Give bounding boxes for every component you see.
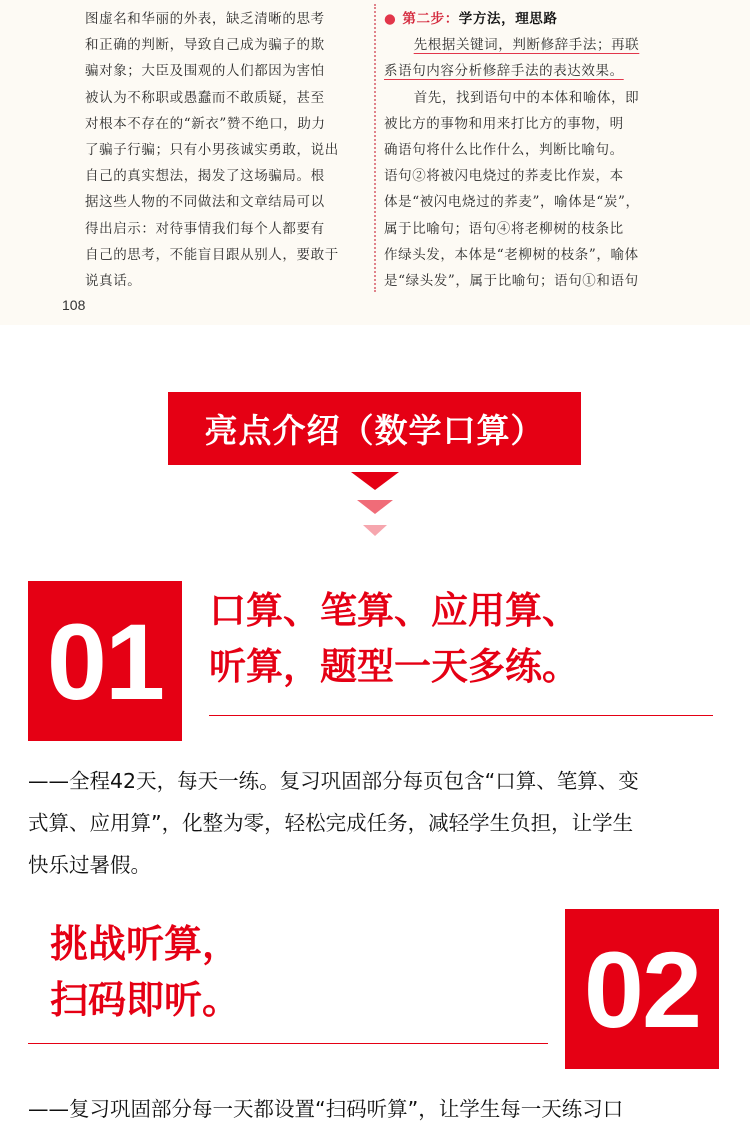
text-line: 和正确的判断，导致自己成为骗子的欺 bbox=[85, 37, 325, 54]
right-column-text bbox=[384, 6, 694, 294]
desc-line: ——全程42天，每天一练。复习巩固部分每页包含“口算、笔算、变 bbox=[28, 769, 639, 793]
feature-number-02: 02 bbox=[565, 909, 719, 1069]
feature1-description bbox=[28, 760, 728, 886]
highlight-line: 系语句内容分析修辞手法的表达效果。 bbox=[384, 63, 624, 80]
feature-number-01: 01 bbox=[28, 581, 182, 741]
text-line: 语句②将被闪电烧过的荞麦比作炭，本 bbox=[384, 168, 624, 185]
text-line: 自己的真实想法，揭发了这场骗局。根 bbox=[85, 168, 325, 185]
text-line: 图虚名和华丽的外表，缺乏清晰的思考 bbox=[85, 11, 325, 27]
desc-line: ——复习巩固部分每一天都设置“扫码听算”，让学生每一天练习口 bbox=[28, 1097, 624, 1121]
desc-line: 式算、应用算”，化整为零，轻松完成任务，减轻学生负担，让学生 bbox=[28, 811, 634, 835]
feature2-rule bbox=[28, 1043, 548, 1044]
step-label: 第二步： bbox=[402, 11, 459, 27]
book-page-excerpt bbox=[0, 0, 750, 325]
desc-line: 快乐过暑假。 bbox=[28, 853, 151, 877]
text-line: 据这些人物的不同做法和文章结局可以 bbox=[85, 194, 325, 211]
text-line: 被比方的事物和用来打比方的事物，明 bbox=[384, 115, 624, 132]
text-line: 确语句将什么比作什么，判断比喻句。 bbox=[384, 142, 624, 159]
feature1-title-line: 口算、笔算、应用算、 bbox=[209, 589, 579, 632]
text-line: 得出启示：对待事情我们每个人都要有 bbox=[85, 220, 325, 237]
text-line: 说真话。 bbox=[85, 273, 142, 290]
bullet-dot-icon: ● bbox=[384, 11, 397, 27]
left-column-text bbox=[85, 6, 370, 294]
text-line: 是“绿头发”，属于比喻句；语句①和语句 bbox=[384, 273, 639, 290]
feature1-rule bbox=[209, 715, 713, 716]
highlight-line: 先根据关键词，判断修辞手法；再联 bbox=[413, 37, 640, 54]
text-line: 对根本不存在的“新衣”赞不绝口，助力 bbox=[85, 115, 326, 132]
page-number: 108 bbox=[62, 297, 86, 313]
text-line: 了骗子行骗；只有小男孩诚实勇敢，说出 bbox=[85, 142, 339, 159]
text-line: 作绿头发，本体是“老柳树的枝条”，喻体 bbox=[384, 246, 639, 263]
column-divider bbox=[374, 4, 376, 292]
text-line: 骗对象；大臣及围观的人们都因为害怕 bbox=[85, 63, 325, 80]
feature1-title-line: 听算，题型一天多练。 bbox=[209, 645, 579, 688]
feature2-title-line: 挑战听算， bbox=[50, 922, 241, 966]
down-arrows-icon bbox=[343, 470, 407, 540]
step-title: 学方法，理思路 bbox=[458, 11, 558, 27]
highlights-banner: 亮点介绍（数学口算） bbox=[168, 392, 581, 465]
text-line: 属于比喻句；语句④将老柳树的枝条比 bbox=[384, 220, 624, 237]
feature2-title-line: 扫码即听。 bbox=[50, 978, 241, 1022]
text-line: 自己的思考，不能盲目跟从别人，要敢于 bbox=[85, 246, 339, 263]
feature1-title bbox=[209, 583, 579, 695]
feature2-title bbox=[50, 916, 240, 1028]
step-heading bbox=[384, 6, 694, 32]
text-line: 体是“被闪电烧过的荞麦”，喻体是“炭”， bbox=[384, 194, 640, 211]
text-line: 被认为不称职或愚蠢而不敢质疑，甚至 bbox=[85, 89, 325, 106]
text-line: 首先，找到语句中的本体和喻体，即 bbox=[413, 89, 640, 106]
